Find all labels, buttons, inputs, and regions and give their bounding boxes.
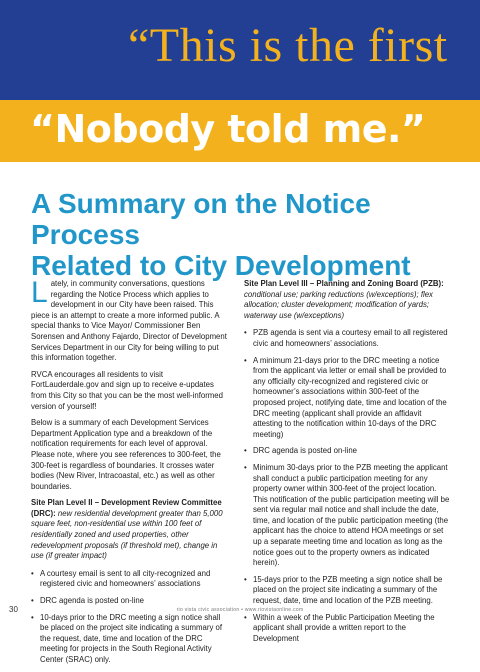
list-item: • Minimum 30-days prior to the PZB meeting the applicant shall conduct a public participation meeting for any property owner within 300-feet of the project location. This notification of the public participation meeting will be sent via regular mail notice and shall include the date, time, and location of the public participation meeting (the applicant has the choice to attend HOA meetings or set up a separate meeting time and location as long as the notice goes out to the property owners as indicated herein). (244, 463, 452, 569)
drop-cap: L (31, 276, 48, 309)
list-item: • 10-days prior to the DRC meeting a sign notice shall be placed on the project site indicating a summary of the request, date, time and location of the DRC meeting for projects in the South Regional Activity Center (SRAC) only. (31, 613, 229, 666)
section-pzb (244, 279, 452, 321)
right-column (244, 279, 452, 650)
summary-paragraph: Below is a summary of each Development Services Department Application type and a breakdown of the notification requirements for each level of approval. Please note, where you see references to 300-feet, the 300-feet is regardless of boundaries. It crosses water bodies (New River, Intracoastal, etc.) as well as other boundaries. (31, 418, 221, 491)
page-footer (0, 604, 480, 618)
list-item: • 15-days prior to the PZB meeting a sign notice shall be placed on the project site indicating a summary of the request, date, time and location of the PZB meeting. (244, 575, 452, 607)
list-item: • DRC agenda is posted on-line (244, 446, 452, 457)
section-drc-desc: new residential development greater than 5,000 square feet, non-residential use within 100 feet of residentially zoned and used properties, other redevelopment proposals (if threshold met), change in use (if greater impact) (31, 508, 223, 561)
intro-text: ately, in community conversations, questions regarding the Notice Process which applies to development in our City have been raised. This piece is an attempt to create a more informed public. A special thanks to Vice Mayor/ Commissioner Ben Sorensen and Anthony Fajardo, Director of Development Services Department in our City for being willing to put this information together. (31, 279, 227, 363)
section-drc (31, 498, 229, 562)
article-headline (31, 188, 471, 281)
section-pzb-desc: conditional use; parking reductions (w/exceptions); flex allocation; cluster development; modification of yards; waterway use (w/exceptions) (244, 289, 433, 320)
pull-quote-text: “Nobody told me.” (30, 107, 426, 151)
section-pzb-title: Site Plan Level III – Planning and Zoning Board (PZB): (244, 279, 444, 288)
footer-text: rio vista civic association • www.riovistaonline.com (176, 607, 304, 613)
top-quote-text: “This is the first (128, 19, 448, 72)
pzb-bullet-list (244, 328, 452, 644)
list-item: • Within a week of the Public Participation Meeting the applicant shall provide a written report to the Development (244, 613, 452, 645)
top-quote-banner (0, 0, 480, 100)
list-item: • DRC agenda is posted on-line (31, 596, 229, 607)
encourage-paragraph: RVCA encourages all residents to visit FortLauderdale.gov and sign up to receive e-updates from this City so that you can be the most well-informed version of yourself! (31, 369, 223, 411)
headline-line-2: Related to City Development (31, 250, 411, 281)
list-item: • A minimum 21-days prior to the DRC meeting a notice from the applicant via letter or email shall be provided to any officially city-recognized and registered civic or homeowner’s associations within 300-feet of the proposed project, notifying date, time and location of the DRC meeting (applicant shall provide an affidavit attesting to the notification within 10-days of the DRC meeting) (244, 356, 452, 441)
headline-line-1: A Summary on the Notice Process (31, 188, 371, 250)
page-number: 30 (9, 605, 18, 614)
pull-quote-banner (0, 100, 480, 162)
list-item: • A courtesy email is sent to all city-recognized and registered civic and homeowners’ associations (31, 569, 229, 590)
section-drc-title: Site Plan Level II – Development Review Committee (DRC): (31, 498, 222, 518)
list-item: • PZB agenda is sent via a courtesy email to all registered civic and homeowners’ associations. (244, 328, 452, 349)
intro-paragraph (31, 276, 229, 364)
